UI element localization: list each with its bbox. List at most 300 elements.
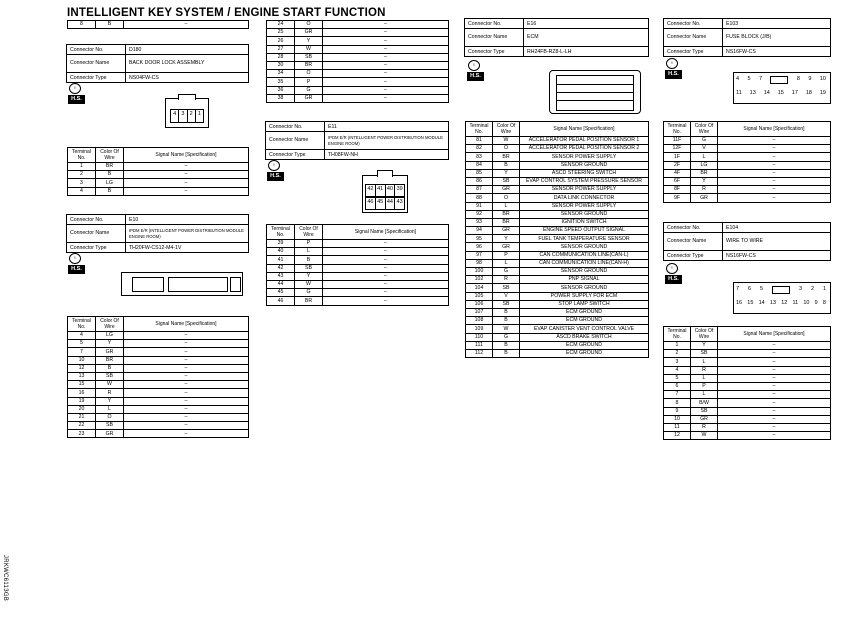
- terminal-no-cell: 44: [267, 280, 295, 288]
- table-row: [664, 423, 831, 431]
- table-row: [267, 29, 449, 37]
- wire-color-cell: GR: [691, 194, 718, 202]
- signal-name-cell: ASCD STEERING SWITCH: [520, 169, 649, 177]
- signal-name-cell: –: [323, 21, 449, 29]
- signal-name-cell: SENSOR GROUND: [520, 161, 649, 169]
- signal-name-cell: –: [718, 169, 831, 177]
- wire-color-cell: W: [691, 432, 718, 440]
- wire-color-cell: G: [493, 333, 520, 341]
- signal-name-cell: ECM GROUND: [520, 308, 649, 316]
- table-row: [664, 382, 831, 390]
- terminal-no-cell: 30: [267, 61, 295, 69]
- connector-no-value: E104: [723, 223, 831, 233]
- pin: 18: [805, 90, 812, 96]
- wire-color-cell: B: [493, 161, 520, 169]
- connector-no-label: Connector No.: [67, 45, 126, 55]
- table-row: [664, 153, 831, 161]
- wire-color-header: Color Of Wire: [691, 122, 718, 137]
- wire-color-cell: W: [493, 137, 520, 145]
- pin: 41: [376, 185, 386, 196]
- signal-name-cell: –: [124, 163, 249, 171]
- pin: 17: [791, 90, 798, 96]
- pin: 1: [822, 286, 826, 292]
- table-row: [466, 349, 649, 357]
- table-row: [68, 171, 249, 179]
- wire-color-cell: B: [96, 21, 124, 29]
- signal-name-cell: –: [323, 297, 449, 305]
- terminal-no-header: Terminal No.: [664, 122, 691, 137]
- pin: 16: [736, 300, 743, 306]
- wire-color-cell: SB: [691, 350, 718, 358]
- wire-color-cell: L: [691, 374, 718, 382]
- table-row: [664, 350, 831, 358]
- pin: 3: [798, 286, 802, 292]
- terminal-no-cell: 43: [267, 272, 295, 280]
- signal-name-cell: SENSOR POWER SUPPLY: [520, 202, 649, 210]
- terminal-no-cell: 41: [267, 256, 295, 264]
- signal-name-cell: –: [124, 21, 249, 29]
- connector-type-value: TH20FW-CS12-M4-1V: [126, 243, 249, 253]
- wire-color-cell: Y: [493, 169, 520, 177]
- signal-name-cell: –: [718, 407, 831, 415]
- connector-no-label: Connector No.: [664, 223, 723, 233]
- wire-color-cell: BR: [295, 297, 323, 305]
- connector-name-value: IPDM E/R (INTELLIGENT POWER DISTRIBUTION MODULE ENGINE ROOM): [126, 225, 249, 243]
- table-row: [267, 86, 449, 94]
- signal-name-cell: STOP LAMP SWITCH: [520, 300, 649, 308]
- pin: 9: [808, 76, 812, 82]
- terminal-no-cell: 24: [267, 21, 295, 29]
- table-row: [664, 145, 831, 153]
- terminal-no-header: Terminal No.: [68, 148, 96, 163]
- table-row: [267, 37, 449, 45]
- terminal-no-cell: 4: [68, 332, 96, 340]
- table-row: [466, 276, 649, 284]
- table-row: [664, 169, 831, 177]
- connector-type-label: Connector Type: [266, 150, 325, 160]
- terminal-no-cell: 97: [466, 251, 493, 259]
- terminal-no-cell: 8: [664, 399, 691, 407]
- terminal-no-cell: 4F: [664, 169, 691, 177]
- table-row: [68, 21, 249, 29]
- pin: 15: [747, 300, 754, 306]
- document-code: JRKWC6113GB: [2, 554, 9, 602]
- table-row: [267, 45, 449, 53]
- terminal-no-cell: 100: [466, 268, 493, 276]
- table-row: [68, 332, 249, 340]
- wire-color-cell: SB: [691, 407, 718, 415]
- connector-name-label: Connector Name: [664, 233, 723, 251]
- signal-name-cell: FUEL TANK TEMPERATURE SENSOR: [520, 235, 649, 243]
- terminal-table-e104: [663, 326, 831, 440]
- wire-color-cell: BR: [493, 210, 520, 218]
- terminal-no-cell: 12: [68, 364, 96, 372]
- wire-color-cell: B: [493, 317, 520, 325]
- wire-color-cell: BR: [295, 61, 323, 69]
- table-row: [267, 248, 449, 256]
- signal-name-cell: –: [124, 422, 249, 430]
- signal-name-cell: –: [323, 248, 449, 256]
- terminal-no-cell: 92: [466, 210, 493, 218]
- signal-name-header: Signal Name [Specification]: [718, 327, 831, 342]
- terminal-no-cell: 3: [664, 358, 691, 366]
- wire-color-cell: W: [295, 45, 323, 53]
- signal-name-cell: –: [323, 70, 449, 78]
- connector-info-e11: [265, 121, 449, 160]
- table-row: [466, 317, 649, 325]
- table-row: [664, 399, 831, 407]
- terminal-table-e11: [266, 224, 449, 306]
- terminal-no-cell: 94: [466, 227, 493, 235]
- wire-color-cell: B: [493, 341, 520, 349]
- terminal-no-cell: 40: [267, 248, 295, 256]
- wire-color-cell: BR: [691, 169, 718, 177]
- terminal-no-cell: 2: [68, 171, 96, 179]
- hs-icon: ♁ H.S.: [665, 263, 682, 283]
- terminal-no-cell: 4: [664, 366, 691, 374]
- terminal-no-cell: 8F: [664, 186, 691, 194]
- table-row: [267, 240, 449, 248]
- signal-name-header: Signal Name [Specification]: [520, 122, 649, 137]
- connector-name-label: Connector Name: [266, 132, 325, 150]
- table-row: [664, 415, 831, 423]
- pin: 9: [814, 300, 818, 306]
- terminal-no-cell: 3: [68, 179, 96, 187]
- pin-row-bottom: [736, 299, 826, 311]
- table-row: [267, 70, 449, 78]
- table-row: [267, 78, 449, 86]
- wire-color-cell: B: [493, 308, 520, 316]
- wire-color-cell: L: [691, 358, 718, 366]
- terminal-no-cell: 19: [68, 397, 96, 405]
- terminal-table-e103: [663, 121, 831, 203]
- terminal-no-cell: 35: [267, 78, 295, 86]
- table-row: [466, 325, 649, 333]
- signal-name-cell: –: [124, 356, 249, 364]
- table-row: [466, 300, 649, 308]
- wire-color-cell: O: [96, 413, 124, 421]
- connector-face-e104: [733, 282, 831, 314]
- table-row: [68, 364, 249, 372]
- pin-row-top: [736, 285, 826, 297]
- connector-face-e16: [549, 70, 641, 114]
- connector-info-d180: [66, 44, 249, 83]
- pin: 10: [819, 76, 826, 82]
- terminal-no-header: Terminal No.: [664, 327, 691, 342]
- pin: 43: [396, 199, 403, 205]
- pin: 46: [366, 198, 376, 209]
- pin: 11: [736, 90, 742, 96]
- pin: 7: [758, 76, 763, 82]
- signal-name-cell: –: [124, 179, 249, 187]
- pin: 1: [197, 111, 201, 117]
- signal-name-cell: –: [718, 194, 831, 202]
- pin: 14: [763, 90, 770, 96]
- wire-color-cell: L: [493, 202, 520, 210]
- table-row: [267, 264, 449, 272]
- pin: 19: [819, 90, 826, 96]
- page-title: INTELLIGENT KEY SYSTEM / ENGINE START FUNCTION: [67, 7, 386, 19]
- wire-color-header: Color Of Wire: [96, 148, 124, 163]
- pin: 8: [822, 300, 826, 306]
- wire-color-cell: O: [295, 70, 323, 78]
- connector-face-d180: [165, 98, 209, 128]
- table-row: [68, 422, 249, 430]
- wire-color-cell: SB: [295, 264, 323, 272]
- table-row: [664, 358, 831, 366]
- table-row: [267, 272, 449, 280]
- connector-no-label: Connector No.: [266, 122, 325, 132]
- terminal-no-cell: 11F: [664, 137, 691, 145]
- wire-color-header: Color Of Wire: [96, 317, 124, 332]
- table-row: [68, 405, 249, 413]
- table-row: [466, 161, 649, 169]
- terminal-no-cell: 9F: [664, 194, 691, 202]
- table-row: [664, 186, 831, 194]
- terminal-no-cell: 105: [466, 292, 493, 300]
- pin: 42: [366, 185, 376, 196]
- wire-color-cell: P: [295, 78, 323, 86]
- wire-color-cell: L: [691, 391, 718, 399]
- terminal-no-cell: 26: [267, 37, 295, 45]
- terminal-no-cell: 108: [466, 317, 493, 325]
- wire-color-cell: SB: [493, 284, 520, 292]
- terminal-no-cell: 45: [267, 289, 295, 297]
- signal-name-cell: –: [124, 413, 249, 421]
- connector-type-value: NS16FW-CS: [723, 47, 831, 57]
- table-row: [267, 53, 449, 61]
- table-row: [466, 137, 649, 145]
- table-row: [466, 210, 649, 218]
- terminal-table-d180: [67, 147, 249, 196]
- table-row: [466, 186, 649, 194]
- pin: 4: [736, 76, 740, 82]
- wire-color-cell: Y: [691, 177, 718, 185]
- table-row: [466, 194, 649, 202]
- terminal-no-cell: 36: [267, 86, 295, 94]
- table-row: [466, 202, 649, 210]
- wire-color-cell: Y: [96, 340, 124, 348]
- signal-name-cell: CAN COMMUNICATION LINE(CAN-H): [520, 259, 649, 267]
- connector-name-value: WIRE TO WIRE: [723, 233, 831, 251]
- terminal-table-fragment: [67, 20, 249, 29]
- signal-name-cell: EVAP CONTROL SYSTEM PRESSURE SENSOR: [520, 177, 649, 185]
- pin: 39: [396, 186, 403, 192]
- wire-color-cell: O: [493, 194, 520, 202]
- terminal-no-cell: 11: [664, 423, 691, 431]
- signal-name-cell: –: [323, 86, 449, 94]
- wire-color-cell: B: [96, 364, 124, 372]
- terminal-no-cell: 10: [68, 356, 96, 364]
- connector-face-e10: [121, 272, 243, 296]
- signal-name-cell: –: [323, 45, 449, 53]
- terminal-no-cell: 20: [68, 405, 96, 413]
- signal-name-cell: EVAP CANISTER VENT CONTROL VALVE: [520, 325, 649, 333]
- connector-face-e11: [362, 175, 408, 213]
- signal-name-cell: ECM GROUND: [520, 349, 649, 357]
- terminal-no-cell: 82: [466, 145, 493, 153]
- terminal-no-cell: 10: [664, 415, 691, 423]
- table-row: [466, 251, 649, 259]
- wire-color-cell: GR: [493, 227, 520, 235]
- signal-name-cell: ACCELERATOR PEDAL POSITION SENSOR 2: [520, 145, 649, 153]
- hs-icon: ♁ H.S.: [267, 160, 284, 180]
- wire-color-cell: LG: [96, 179, 124, 187]
- wire-color-cell: BR: [493, 218, 520, 226]
- wire-color-header: Color Of Wire: [493, 122, 520, 137]
- table-row: [466, 227, 649, 235]
- table-row: [664, 407, 831, 415]
- signal-name-cell: –: [718, 342, 831, 350]
- table-row: [68, 430, 249, 438]
- signal-name-cell: –: [718, 366, 831, 374]
- wire-color-cell: G: [691, 137, 718, 145]
- wire-color-cell: R: [493, 276, 520, 284]
- signal-name-cell: –: [323, 256, 449, 264]
- connector-info-e16: [464, 18, 649, 57]
- wire-color-cell: SB: [493, 300, 520, 308]
- signal-name-cell: SENSOR GROUND: [520, 210, 649, 218]
- table-row: [68, 381, 249, 389]
- connector-type-value: NS16FW-CS: [723, 251, 831, 261]
- hs-icon: ♁ H.S.: [68, 253, 85, 273]
- signal-name-header: Signal Name [Specification]: [323, 225, 449, 240]
- terminal-no-cell: 7: [68, 348, 96, 356]
- table-row: [664, 391, 831, 399]
- terminal-no-cell: 111: [466, 341, 493, 349]
- signal-name-cell: –: [718, 186, 831, 194]
- table-row: [664, 432, 831, 440]
- signal-name-cell: –: [718, 161, 831, 169]
- terminal-no-cell: 91: [466, 202, 493, 210]
- table-row: [267, 297, 449, 305]
- pin: 44: [386, 198, 396, 209]
- signal-name-cell: ECM GROUND: [520, 341, 649, 349]
- pin: 2: [810, 286, 814, 292]
- connector-name-value: ECM: [524, 29, 649, 47]
- connector-name-label: Connector Name: [664, 29, 723, 47]
- wire-color-cell: BR: [493, 153, 520, 161]
- table-row: [664, 137, 831, 145]
- wire-color-cell: R: [691, 423, 718, 431]
- terminal-no-cell: 15: [68, 381, 96, 389]
- wire-color-header: Color Of Wire: [295, 225, 323, 240]
- terminal-no-header: Terminal No.: [68, 317, 96, 332]
- signal-name-cell: –: [718, 350, 831, 358]
- table-row: [267, 256, 449, 264]
- wire-color-cell: GR: [96, 430, 124, 438]
- wire-color-cell: W: [96, 381, 124, 389]
- connector-type-label: Connector Type: [67, 73, 126, 83]
- signal-name-cell: SENSOR GROUND: [520, 268, 649, 276]
- terminal-no-cell: 110: [466, 333, 493, 341]
- table-row: [267, 21, 449, 29]
- signal-name-cell: SENSOR POWER SUPPLY: [520, 186, 649, 194]
- terminal-no-cell: 2F: [664, 161, 691, 169]
- connector-no-value: E103: [723, 19, 831, 29]
- signal-name-cell: –: [124, 430, 249, 438]
- hs-icon: ♁ H.S.: [665, 58, 682, 78]
- signal-name-cell: –: [323, 264, 449, 272]
- terminal-no-cell: 96: [466, 243, 493, 251]
- signal-name-cell: –: [124, 348, 249, 356]
- table-row: [466, 333, 649, 341]
- signal-name-cell: PNP SIGNAL: [520, 276, 649, 284]
- terminal-no-cell: 4: [68, 187, 96, 195]
- wire-color-cell: R: [691, 366, 718, 374]
- signal-name-cell: SENSOR POWER SUPPLY: [520, 153, 649, 161]
- table-row: [68, 179, 249, 187]
- signal-name-cell: –: [718, 177, 831, 185]
- signal-name-cell: –: [718, 358, 831, 366]
- terminal-no-cell: 25: [267, 29, 295, 37]
- wire-color-cell: SB: [96, 372, 124, 380]
- table-row: [267, 94, 449, 102]
- connector-info-e10: [66, 214, 249, 253]
- terminal-no-cell: 12F: [664, 145, 691, 153]
- wire-color-cell: Y: [691, 342, 718, 350]
- wire-color-cell: Y: [295, 37, 323, 45]
- connector-no-label: Connector No.: [465, 19, 524, 29]
- pin: 3: [179, 110, 187, 122]
- pin: 12: [781, 300, 788, 306]
- signal-name-cell: –: [124, 389, 249, 397]
- signal-name-header: Signal Name [Specification]: [718, 122, 831, 137]
- pin-row-top: [736, 75, 826, 87]
- signal-name-header: Signal Name [Specification]: [124, 317, 249, 332]
- signal-name-cell: CAN COMMUNICATION LINE(CAN-L): [520, 251, 649, 259]
- wire-color-cell: O: [295, 21, 323, 29]
- signal-name-header: Signal Name [Specification]: [124, 148, 249, 163]
- terminal-no-cell: 22: [68, 422, 96, 430]
- wire-color-cell: B/W: [691, 399, 718, 407]
- signal-name-cell: –: [323, 78, 449, 86]
- wire-color-cell: B: [295, 256, 323, 264]
- pin: 5: [760, 286, 764, 292]
- signal-name-cell: –: [323, 94, 449, 102]
- wire-color-cell: R: [96, 389, 124, 397]
- wire-color-cell: G: [493, 268, 520, 276]
- connector-name-value: FUSE BLOCK (J/B): [723, 29, 831, 47]
- table-row: [466, 169, 649, 177]
- terminal-no-cell: 112: [466, 349, 493, 357]
- signal-name-cell: –: [124, 397, 249, 405]
- terminal-no-cell: 23: [68, 430, 96, 438]
- pin-row-bottom: [736, 89, 826, 101]
- terminal-no-cell: 28: [267, 53, 295, 61]
- wire-color-cell: Y: [295, 272, 323, 280]
- wire-color-cell: P: [691, 382, 718, 390]
- connector-name-label: Connector Name: [67, 55, 126, 73]
- connector-name-label: Connector Name: [465, 29, 524, 47]
- signal-name-cell: ACCELERATOR PEDAL POSITION SENSOR 1: [520, 137, 649, 145]
- table-row: [466, 268, 649, 276]
- terminal-no-cell: 84: [466, 161, 493, 169]
- terminal-no-cell: 109: [466, 325, 493, 333]
- terminal-no-cell: 7: [664, 391, 691, 399]
- table-row: [466, 145, 649, 153]
- terminal-no-cell: 38: [267, 94, 295, 102]
- signal-name-cell: –: [718, 382, 831, 390]
- terminal-no-header: Terminal No.: [466, 122, 493, 137]
- table-row: [68, 163, 249, 171]
- wire-color-cell: SB: [96, 422, 124, 430]
- signal-name-cell: –: [323, 280, 449, 288]
- wire-color-cell: G: [295, 289, 323, 297]
- wire-color-cell: Y: [493, 235, 520, 243]
- wire-color-cell: V: [691, 145, 718, 153]
- terminal-no-cell: 88: [466, 194, 493, 202]
